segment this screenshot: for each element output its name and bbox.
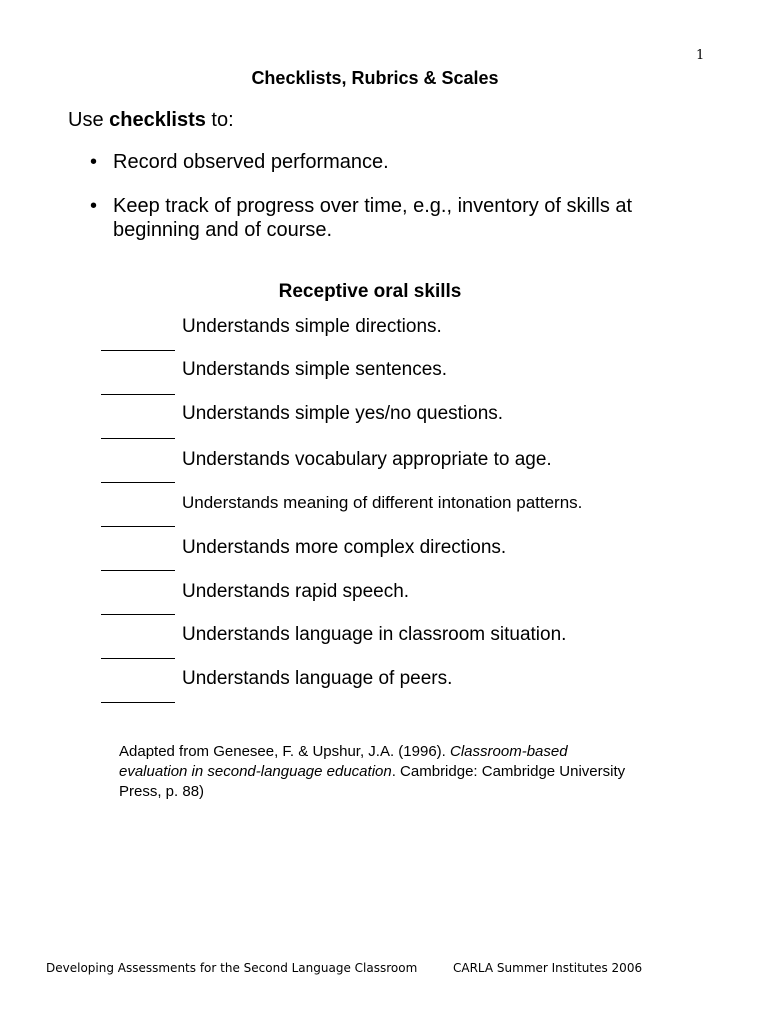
checklist-label: Understands simple yes/no questions. <box>182 403 504 424</box>
checklist-label: Understands simple directions. <box>182 316 442 337</box>
checklist-blank-line[interactable] <box>101 614 175 615</box>
footer-left: Developing Assessments for the Second Language Classroom <box>46 961 418 975</box>
bullet-icon: • <box>90 151 98 173</box>
checklist-label: Understands vocabulary appropriate to age. <box>182 449 552 470</box>
checklist-label: Understands meaning of different intonation patterns. <box>182 493 583 512</box>
page-title: Checklists, Rubrics & Scales <box>251 68 499 88</box>
citation-prefix: Adapted from Genesee, F. & Upshur, J.A. (1996). <box>119 743 451 760</box>
intro-bold-term: checklists <box>109 109 206 131</box>
bullet-icon: • <box>90 195 98 217</box>
checklist-blank-line[interactable] <box>101 570 175 571</box>
intro-text <box>68 109 234 132</box>
checklist-blank-line[interactable] <box>101 702 175 703</box>
intro-suffix: to: <box>205 109 234 131</box>
bullet-text: Keep track of progress over time, e.g., inventory of skills at beginning and of course. <box>113 195 633 241</box>
checklist-blank-line[interactable] <box>101 526 175 527</box>
citation-title: Classroom-based evaluation in second-language education <box>119 743 568 780</box>
checklist-blank-line[interactable] <box>101 350 175 351</box>
checklist-blank-line[interactable] <box>101 482 175 483</box>
checklist-blank-line[interactable] <box>101 658 175 659</box>
footer-right: CARLA Summer Institutes 2006 <box>453 961 643 975</box>
citation <box>119 742 639 802</box>
citation-suffix: . Cambridge: Cambridge University Press, p. 88) <box>119 763 626 800</box>
bullet-text: Record observed performance. <box>113 151 389 173</box>
section-heading: Receptive oral skills <box>278 281 462 302</box>
checklist-label: Understands language in classroom situation. <box>182 624 567 645</box>
checklist-label: Understands language of peers. <box>182 668 453 689</box>
checklist-label: Understands rapid speech. <box>182 581 410 602</box>
intro-prefix: Use <box>68 109 110 131</box>
checklist-blank-line[interactable] <box>101 438 175 439</box>
checklist-blank-line[interactable] <box>101 394 175 395</box>
checklist-label: Understands simple sentences. <box>182 359 448 380</box>
page-number: 1 <box>696 48 705 63</box>
checklist-label: Understands more complex directions. <box>182 537 507 558</box>
